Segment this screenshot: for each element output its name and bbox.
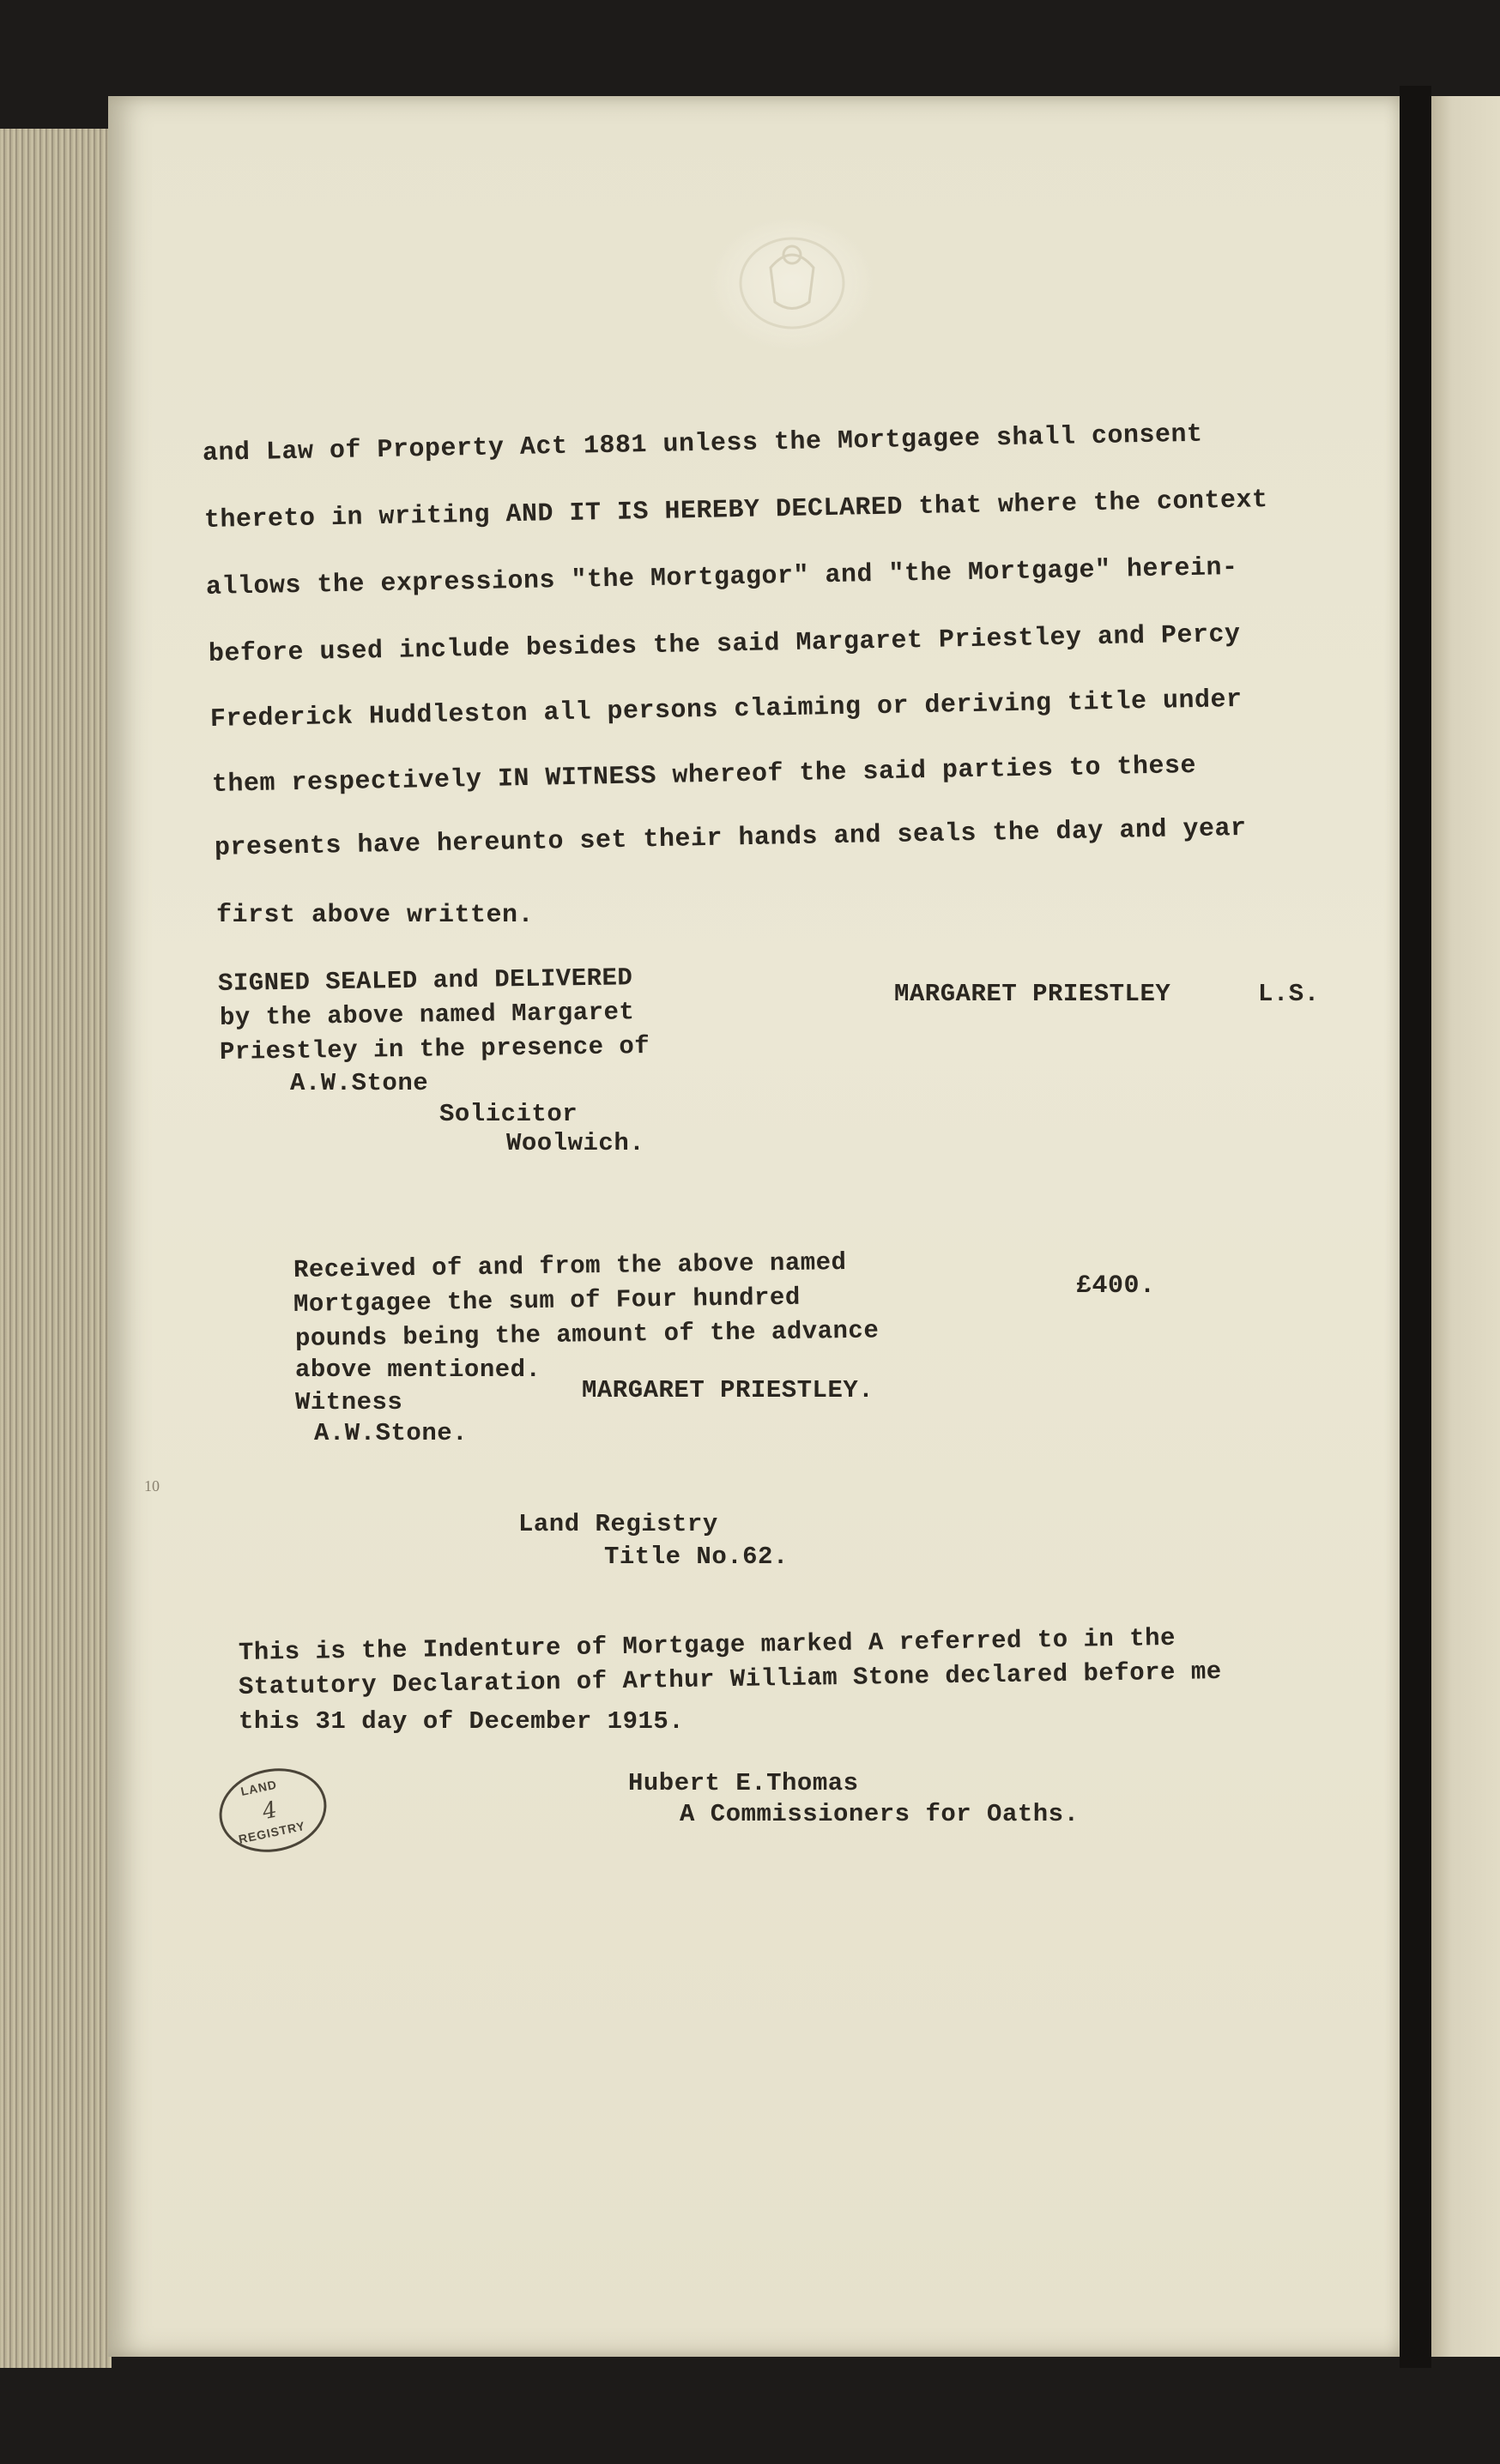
body-line-1: and Law of Property Act 1881 unless the Mortgagee shall consent (202, 420, 1203, 468)
body-line-4: before used include besides the said Margaret Priestley and Percy (208, 619, 1241, 669)
receipt-amount: £400. (1076, 1271, 1156, 1301)
body-line-8: first above written. (216, 901, 535, 930)
body-line-7: presents have hereunto set their hands and seals the day and year (214, 813, 1247, 863)
receipt-line-2: Mortgagee the sum of Four hundred (293, 1283, 801, 1319)
receipt-line-3: pounds being the amount of the advance (294, 1316, 880, 1353)
registry-line-1: Land Registry (518, 1510, 718, 1538)
execution-seal: L.S. (1258, 980, 1320, 1008)
page-edges (0, 129, 112, 2368)
embossed-seal-icon (711, 216, 874, 349)
receipt-witness-name: A.W.Stone. (314, 1419, 469, 1447)
receipt-signature: MARGARET PRIESTLEY. (582, 1376, 874, 1404)
execution-signature: MARGARET PRIESTLEY (894, 980, 1171, 1008)
body-line-2: thereto in writing AND IT IS HEREBY DECLARED that where the context (203, 486, 1268, 535)
stamp-mark: 4 (260, 1797, 280, 1826)
declaration-signatory-title: A Commissioners for Oaths. (680, 1800, 1080, 1828)
declaration-line-3: this 31 day of December 1915. (239, 1707, 685, 1736)
stamp-top-text: LAND (239, 1777, 279, 1799)
body-line-3: allows the expressions "the Mortgagor" and "the Mortgage" herein- (205, 553, 1238, 602)
body-line-6: them respectively IN WITNESS whereof the said parties to these (211, 751, 1197, 800)
margin-mark: 10 (144, 1477, 160, 1495)
execution-line-3: Priestley in the presence of (219, 1032, 650, 1066)
receipt-witness-label: Witness (295, 1388, 403, 1416)
execution-witness-name: A.W.Stone (290, 1069, 429, 1097)
receipt-line-4: above mentioned. (295, 1356, 541, 1384)
execution-witness-title: Solicitor (439, 1100, 578, 1128)
book-gutter (1400, 86, 1431, 2368)
registry-line-2: Title No.62. (604, 1543, 789, 1571)
declaration-line-1: This is the Indenture of Mortgage marked A referred to in the (238, 1623, 1176, 1667)
declaration-signatory: Hubert E.Thomas (628, 1769, 859, 1797)
execution-line-1: SIGNED SEALED and DELIVERED (217, 963, 633, 998)
stamp-bottom-text: REGISTRY (237, 1818, 307, 1846)
facing-page-edge (1431, 96, 1500, 2357)
receipt-line-1: Received of and from the above named (293, 1248, 847, 1284)
execution-line-2: by the above named Margaret (219, 998, 635, 1032)
execution-witness-place: Woolwich. (506, 1129, 645, 1157)
declaration-line-2: Statutory Declaration of Arthur William Stone declared before me (238, 1658, 1222, 1701)
body-line-5: Frederick Huddleston all persons claiming or deriving title under (209, 685, 1243, 734)
